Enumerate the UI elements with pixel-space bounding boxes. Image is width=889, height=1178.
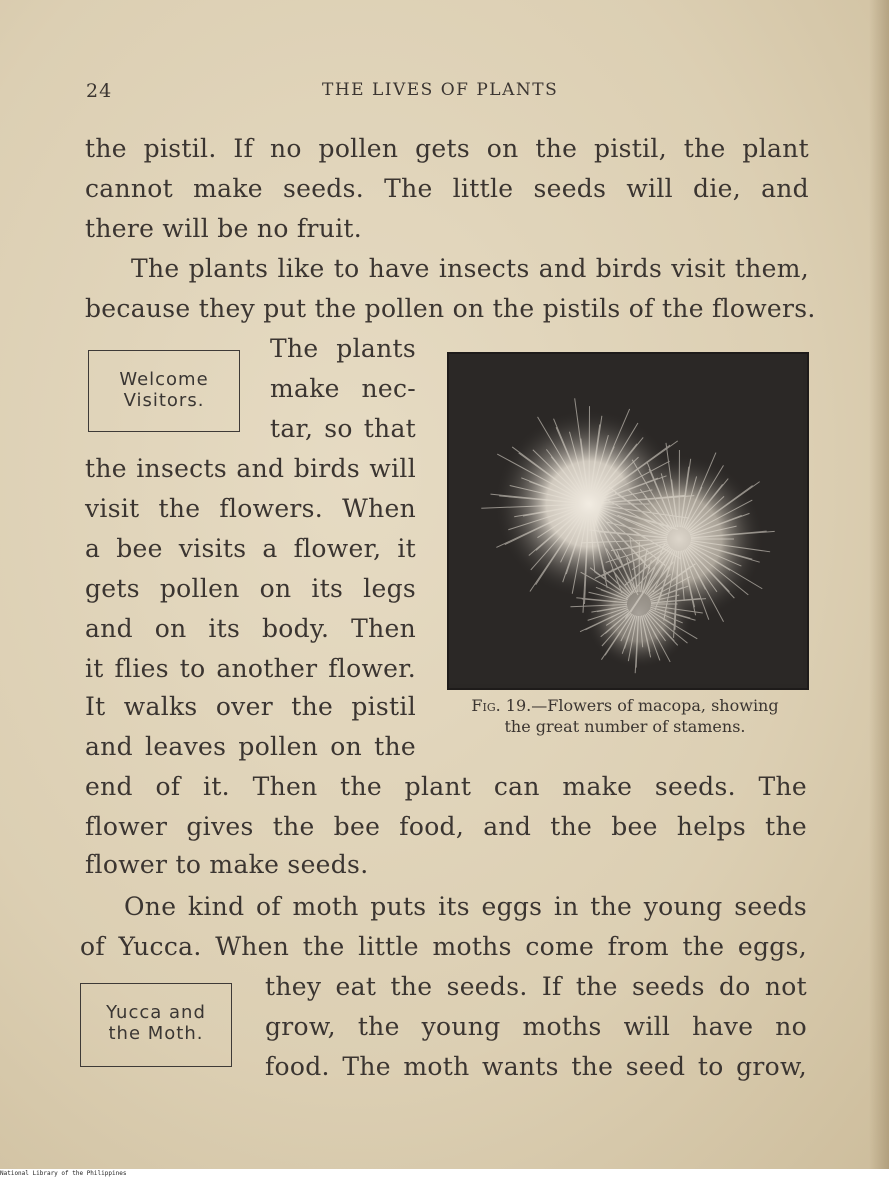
figure-caption [440, 695, 810, 737]
sidenote-line: Welcome [119, 369, 209, 390]
sidenote-welcome-visitors [88, 350, 240, 432]
text-line: and on its body. Then [85, 614, 416, 643]
text-line: visit the flowers. When [85, 494, 416, 523]
running-title: THE LIVES OF PLANTS [322, 80, 559, 100]
text-line: there will be no fruit. [85, 214, 363, 243]
sidenote-line: the Moth. [108, 1023, 204, 1044]
sidenote-yucca-moth [80, 983, 232, 1067]
text-line: the insects and birds will [85, 454, 416, 483]
text-line: grow, the young moths will have no [265, 1012, 807, 1041]
text-line: make nec- [270, 374, 416, 403]
text-line: end of it. Then the plant can make seeds. The [85, 772, 807, 801]
sidenote-line: Yucca and [106, 1002, 206, 1023]
figure-label: Fig. 19. [471, 696, 532, 715]
text-line: It walks over the pistil [85, 692, 416, 721]
page-edge [869, 0, 889, 1170]
text-line: a bee visits a flower, it [85, 534, 416, 563]
text-line: One kind of moth puts its eggs in the young seeds [124, 892, 807, 921]
text-line: flower gives the bee food, and the bee helps the [85, 812, 807, 841]
text-line: it flies to another flower. [85, 654, 416, 683]
page-number: 24 [86, 80, 113, 102]
text-line: food. The moth wants the seed to grow, [265, 1052, 807, 1081]
text-line: because they put the pollen on the pistils of the flowers. [85, 294, 816, 323]
text-line: of Yucca. When the little moths come from the eggs, [80, 932, 807, 961]
caption-text: the great number of stamens. [504, 717, 746, 736]
text-line: tar, so that [270, 414, 416, 443]
text-line: cannot make seeds. The little seeds will die, and [85, 174, 809, 203]
text-line: they eat the seeds. If the seeds do not [265, 972, 807, 1001]
caption-text: —Flowers of macopa, showing [531, 696, 779, 715]
text-line: The plants like to have insects and birds visit them, [131, 254, 809, 283]
sidenote-line: Visitors. [123, 390, 205, 411]
text-line: flower to make seeds. [85, 850, 369, 879]
text-line: and leaves pollen on the [85, 732, 416, 761]
text-line: The plants [270, 334, 416, 363]
macopa-flower-image [449, 354, 803, 684]
text-line: gets pollen on its legs [85, 574, 416, 603]
footer-credit: National Library of the Philippines [0, 1169, 889, 1178]
text-line: the pistil. If no pollen gets on the pistil, the plant [85, 134, 809, 163]
figure-macopa-photo [447, 352, 809, 690]
